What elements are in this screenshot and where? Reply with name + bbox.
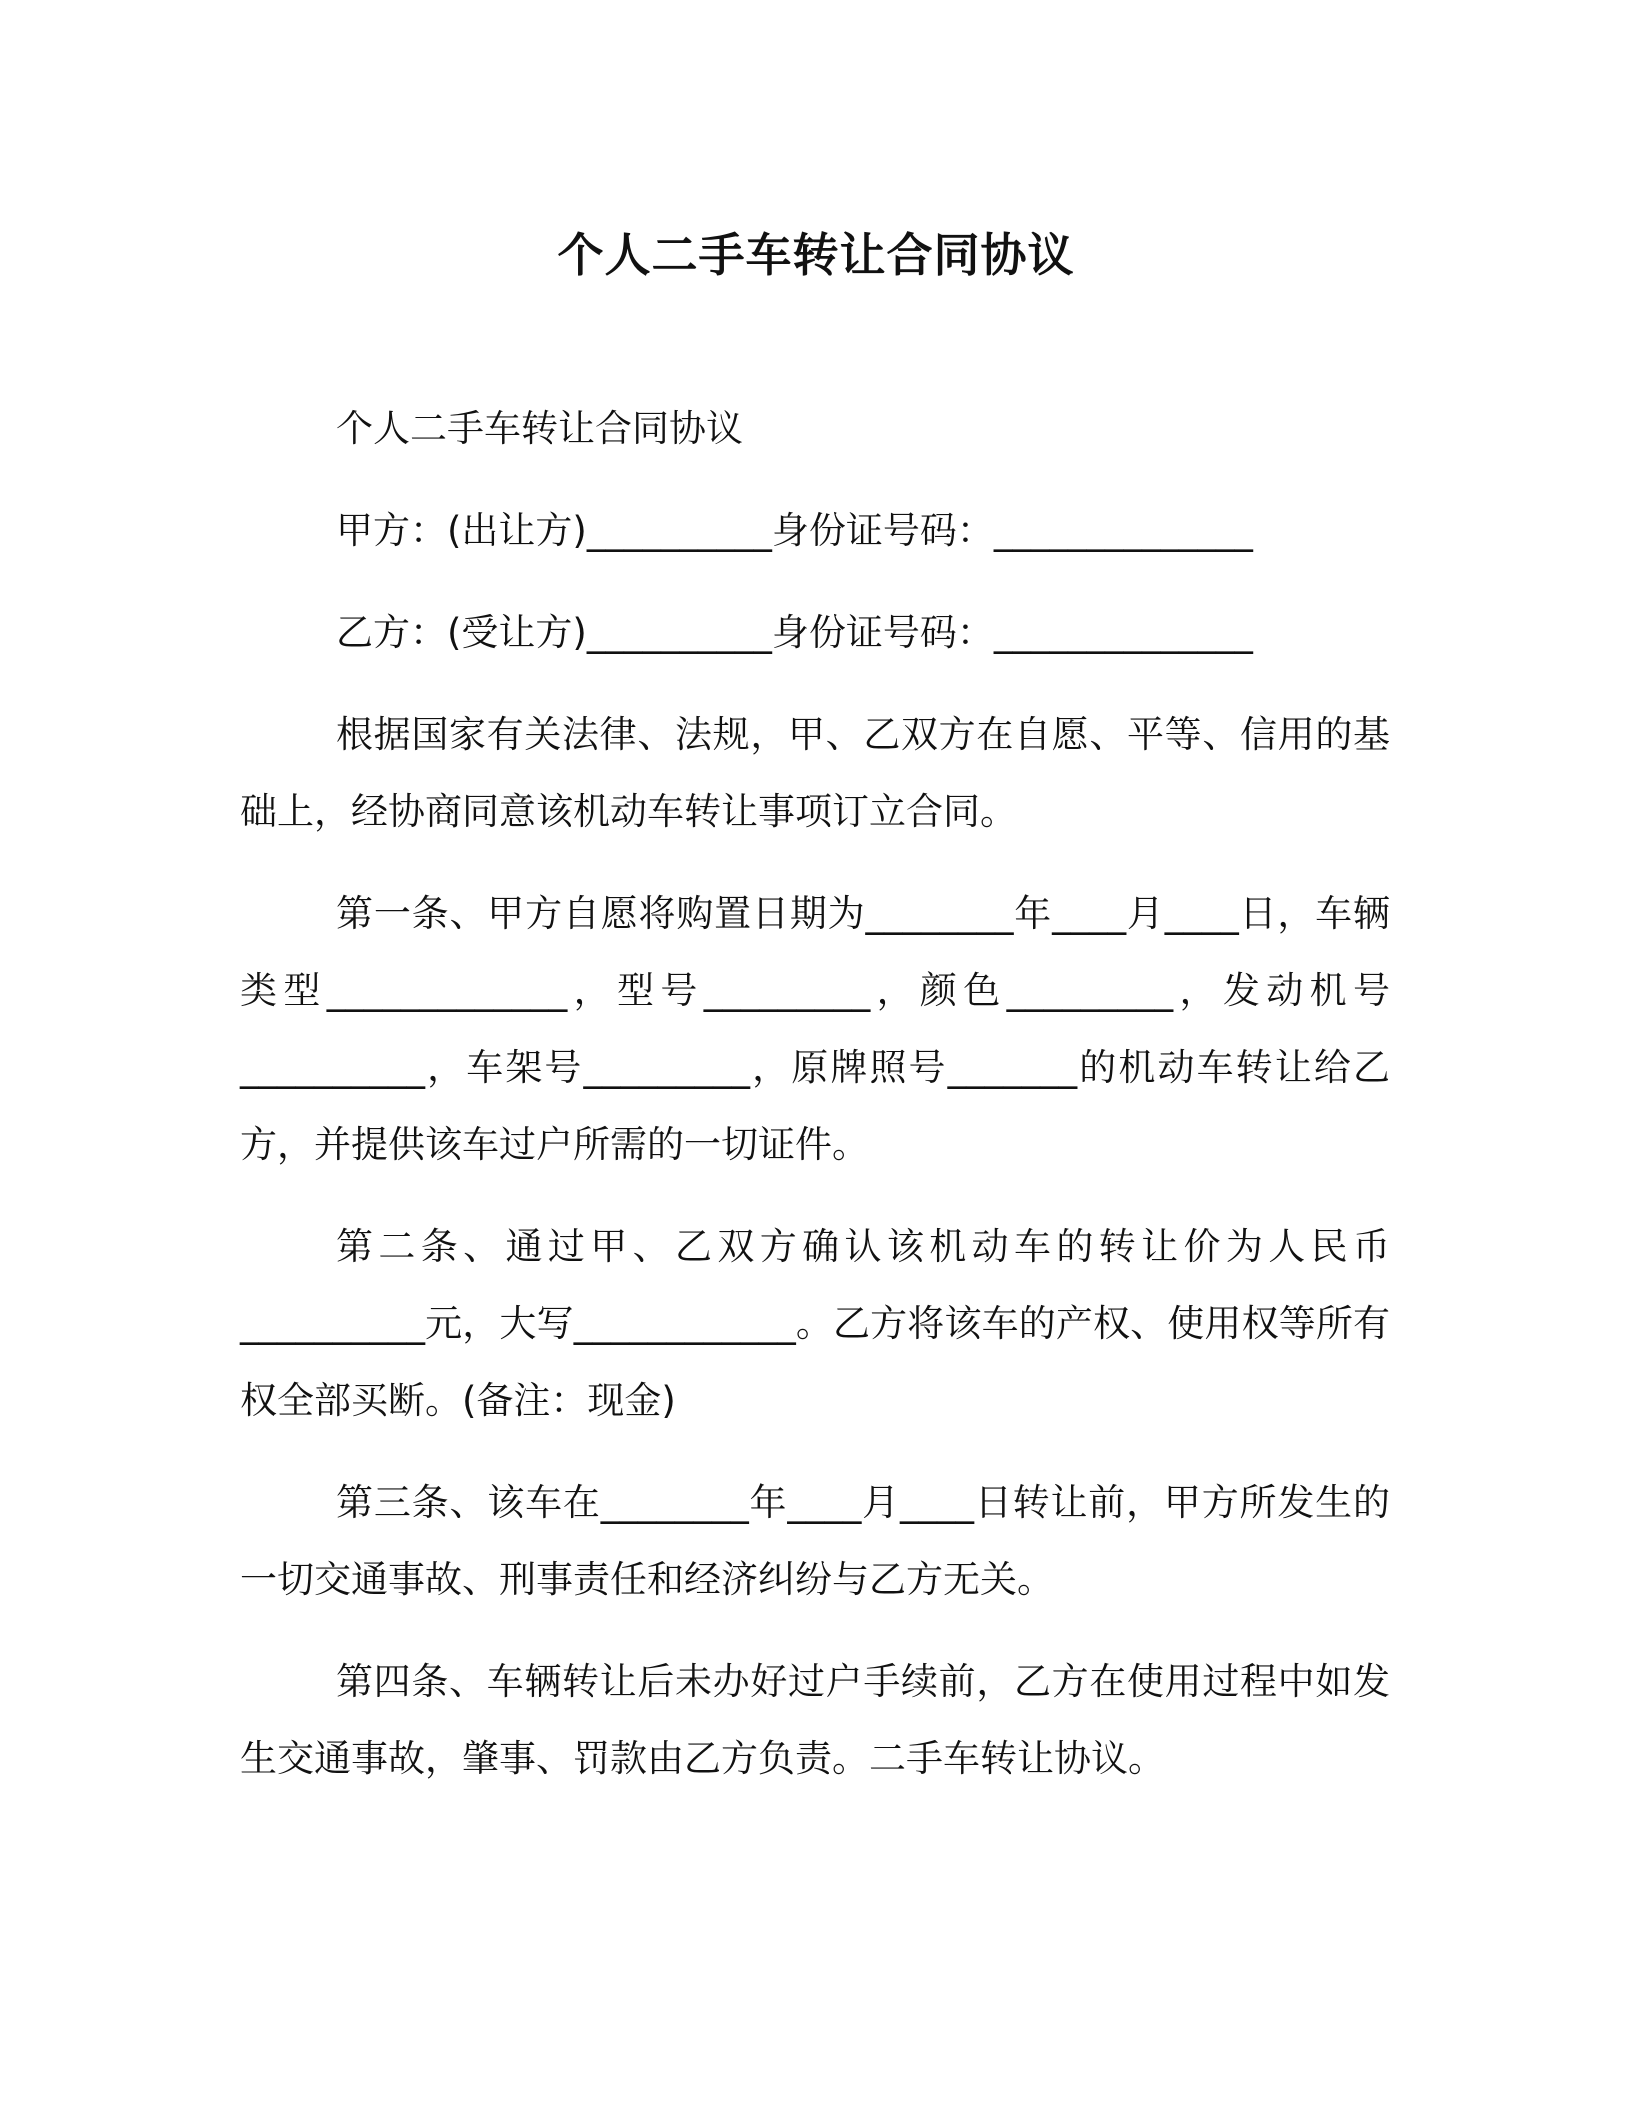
article-3-paragraph: 第三条、该车在________年____月____日转让前，甲方所发生的一切交通事故、刑事责任和经济纠纷与乙方无关。 bbox=[240, 1481, 1390, 1601]
party-a-line: 甲方：(出让方)__________身份证号码：______________ bbox=[336, 509, 1253, 552]
party-b-line: 乙方：(受让方)__________身份证号码：______________ bbox=[336, 611, 1253, 654]
article-2-paragraph: 第二条、通过甲、乙双方确认该机动车的转让价为人民币__________元，大写____________。乙方将该车的产权、使用权等所有权全部买断。(备注：现金) bbox=[240, 1225, 1390, 1422]
article-4-paragraph: 第四条、车辆转让后未办好过户手续前，乙方在使用过程中如发生交通事故，肇事、罚款由乙方负责。二手车转让协议。 bbox=[240, 1660, 1390, 1780]
article-1-paragraph: 第一条、甲方自愿将购置日期为________年____月____日，车辆类型_____________，型号_________，颜色_________，发动机号__________，车架号_________，原牌照号_______的机动车转让给乙方，并提供该车过户所需的一切证件。 bbox=[240, 892, 1390, 1166]
document-title: 个人二手车转让合同协议 bbox=[557, 228, 1075, 282]
document-body bbox=[240, 390, 1390, 1822]
preamble-paragraph: 根据国家有关法律、法规，甲、乙双方在自愿、平等、信用的基础上，经协商同意该机动车转让事项订立合同。 bbox=[240, 713, 1390, 833]
subtitle-paragraph: 个人二手车转让合同协议 bbox=[336, 407, 743, 450]
